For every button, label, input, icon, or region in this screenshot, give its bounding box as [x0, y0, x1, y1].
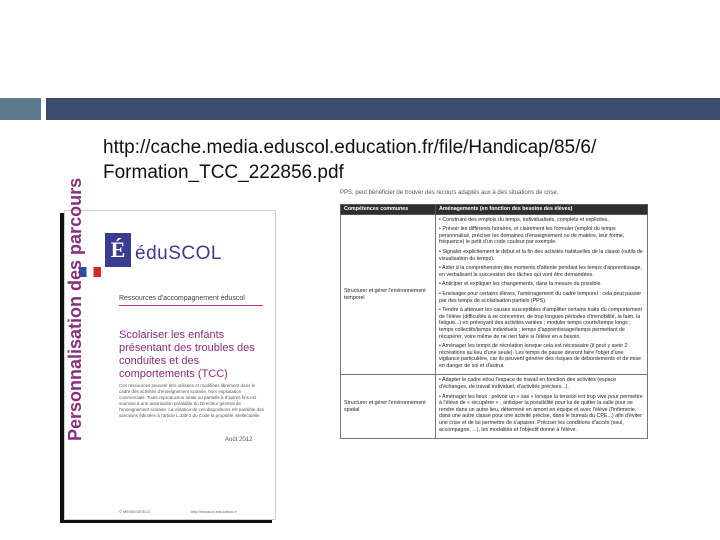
- cover-title: Scolariser les enfants présentant des troubles des conduites et des comportements (TCC): [119, 329, 255, 380]
- list-item: • Tendre à atténuer les causes susceptibles d'amplifier certains traits du comportement de l'élève (difficultés à se concentrer, de trop longues périodes d'immobilité, la faim, la fatigue...) en prévoyant des activités variées ; moduler temps courts/temps longs ; temps collectifs/temps individuels ; temps d'apprentissage/temps permettant de récupérer, voire même de ne rien faire si l'élève en a besoin.: [439, 307, 642, 340]
- table-row: [341, 214, 648, 375]
- brand-name: éduSCOL: [135, 243, 222, 264]
- list-item: • Signaler explicitement le début et la fin des activités habituelles de la classe (outils de visualisation du temps).: [439, 248, 643, 262]
- accommodations-table: [340, 204, 648, 439]
- list-item: • Construire des emplois du temps, individualisés, complets et explicites.: [439, 216, 609, 223]
- list-item: • Prévoir les différents horaires, et clairement les formuler (emploi du temps personnalisé, préciser les domaines d'enseignement ou de matière, leur forme, fréquence) le petit d'un code couleur par exemple.: [439, 226, 625, 246]
- row-label-spatial: Structurer et gérer l'environnement spatial: [341, 375, 436, 439]
- list-item: • Anticiper et expliquer les changements, dans la mesure du possible.: [439, 281, 602, 288]
- page-top-line: PPS, peut bénéficier de trouver des recours adaptés aux à des situations de crise.: [340, 190, 559, 196]
- eduscol-logo-icon: É: [105, 233, 131, 267]
- header-amenagements: Aménagements (en fonction des besoins des élèves): [436, 205, 648, 215]
- brochure-cover: [64, 177, 276, 520]
- table-page: [330, 190, 660, 530]
- list-item: • Envisager pour certains élèves, l'aménagement du cadre temporel : cela peut passer par des temps de scolarisation partiels (PPS).: [439, 290, 642, 304]
- cover-footer-left: © MEN/DGESCO: [119, 509, 151, 514]
- header-competences: Compétences communes: [341, 205, 436, 215]
- table-row: [341, 375, 648, 439]
- list-item: • Aider à la compréhension des moments d'attente pendant les temps d'apprentissage, en verbalisant la succession des tâches qui vont être demandées.: [439, 265, 642, 278]
- list-item: • Aménager les temps de récréation lorsque cela est nécessaire (il peut y avoir 2 récréations au lieu d'une seule). Les temps de pause devront faire l'objet d'une vigilance particulière, car ils peuvent générer des risques de débordements et de mise en danger de soi et d'autrui.: [439, 343, 641, 369]
- list-item: • Adapter le cadre et/ou l'espace de travail en fonction des activités (espace d'échanges, de travail individuel, d'activités précises...).: [439, 377, 617, 391]
- vertical-title: Personnalisation des parcours: [65, 177, 85, 441]
- source-url: [103, 135, 596, 185]
- row-items-spatial: [436, 375, 648, 439]
- row-items-temporel: [436, 214, 648, 375]
- list-item: • Aménager les lieux : prévoir un « sas » lorsque la tension est trop vive pour permettre à l'élève de « récupérer » ; anticiper la possibilité pour lui de quitter la salle pour se rendre dans un autre lieu, déterminé en amont en équipe et avec l'élève (l'infirmerie, dans une autre classe pour une activité précise, dans le bureau du CPE...) afin d'éviter une crise et de lui permettre de s'apaiser. Préciser les conditions d'accès (seul, accompagné, ...), les modalités et l'objectif donné à l'élève.: [439, 393, 643, 433]
- ressources-label: Ressources d'accompagnement éduscol: [119, 295, 245, 302]
- row-label-temporel: Structurer et gérer l'environnement temporel: [341, 214, 436, 375]
- cover-footer-right: http://eduscol.education.fr: [191, 509, 237, 514]
- cover-date: Août 2012: [225, 437, 253, 443]
- url-line-2: Formation_TCC_222856.pdf: [103, 162, 344, 183]
- url-line-1: http://cache.media.eduscol.education.fr/file/Handicap/85/6/: [103, 137, 597, 158]
- cover-divider: [119, 305, 263, 306]
- cover-small-text: Ces ressources peuvent être utilisées et modifiées librement dans le cadre des activités d'enseignement scolaire, hors exploitation commerciale. Toute reproduction totale ou partielle à d'autres fins est soumise à une autorisation préalable du Directeur général de l'enseignement scolaire. La violation de ces dispositions est passible des sanctions édictées à l'article L.335-2 du Code la propriété intellectuelle.: [119, 383, 264, 418]
- accent-bar-left: [0, 98, 41, 120]
- accent-bar-right: [46, 98, 720, 120]
